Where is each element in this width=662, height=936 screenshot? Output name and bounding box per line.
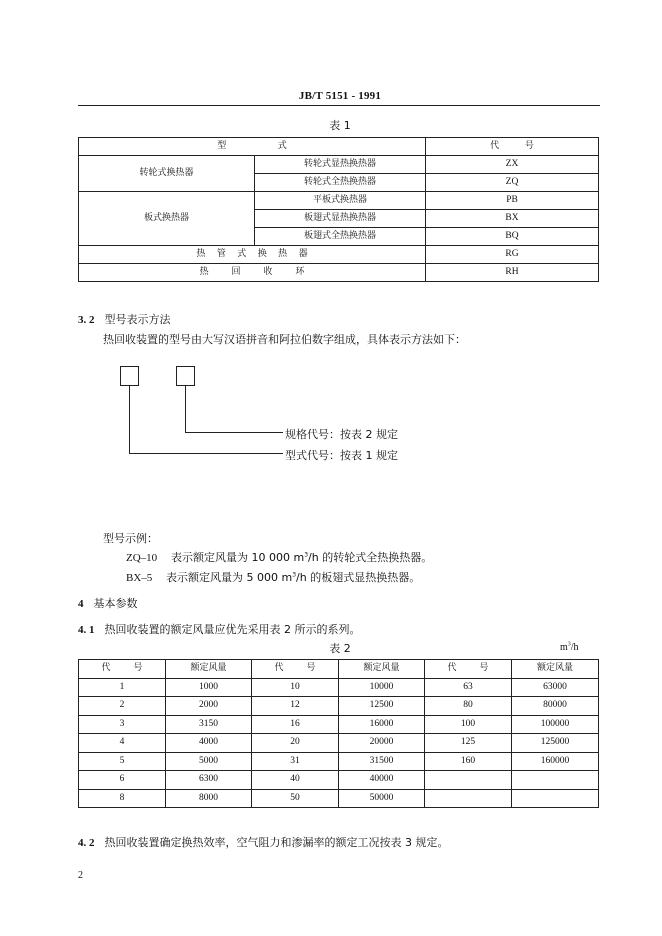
table2-cell: 16 <box>252 715 339 734</box>
table2-cell: 2 <box>79 697 166 716</box>
unit-suffix: /h <box>570 642 579 653</box>
table2-cell: 50000 <box>339 789 425 808</box>
table1-group-name: 转轮式换热器 <box>79 156 255 192</box>
table1-header-type: 型 式 <box>79 138 426 156</box>
table1-group-name: 板式换热器 <box>79 192 255 246</box>
table2-header-airflow: 额定风量 <box>339 660 425 679</box>
example-superscript: 3 <box>292 571 297 579</box>
table2-cell: 12500 <box>339 697 425 716</box>
table2-cell: 20000 <box>339 734 425 753</box>
table1-type-cell: 平板式换热器 <box>255 192 426 210</box>
table-row <box>79 789 599 808</box>
unit-base: m <box>560 642 568 653</box>
table-row <box>79 771 599 790</box>
table1-header-row <box>79 138 599 156</box>
table2-cell <box>425 789 512 808</box>
table2-cell: 4 <box>79 734 166 753</box>
section-4-2-paragraph <box>78 834 449 850</box>
table1-type-cell: 转轮式显热换热器 <box>255 156 426 174</box>
spec-code-box <box>176 366 195 386</box>
example-text-post: /h 的板翅式显热换热器。 <box>296 571 421 584</box>
table2-cell: 125000 <box>512 734 599 753</box>
table2-cell: 8 <box>79 789 166 808</box>
table2-header-airflow: 额定风量 <box>512 660 599 679</box>
table1-code-cell: ZX <box>426 156 599 174</box>
table1-code-cell: RH <box>426 264 599 282</box>
type-leader-vertical <box>129 385 130 454</box>
table2-cell: 100 <box>425 715 512 734</box>
table2-cell: 10 <box>252 678 339 697</box>
example-text-pre: 表示额定风量为 5 000 m <box>166 571 293 584</box>
table-row <box>79 697 599 716</box>
table-row <box>79 678 599 697</box>
table2-cell: 20 <box>252 734 339 753</box>
table2-cell: 63 <box>425 678 512 697</box>
table2-header-code: 代 号 <box>425 660 512 679</box>
table2-cell: 5 <box>79 752 166 771</box>
table2-cell: 31500 <box>339 752 425 771</box>
table2-cell: 40000 <box>339 771 425 790</box>
table2-cell <box>425 771 512 790</box>
table1-code-cell: PB <box>426 192 599 210</box>
type-code-box <box>120 366 139 386</box>
table-row <box>79 734 599 753</box>
table2-cell: 16000 <box>339 715 425 734</box>
section-title: 基本参数 <box>93 597 138 610</box>
table2-cell: 80000 <box>512 697 599 716</box>
table2-cell: 100000 <box>512 715 599 734</box>
section-number: 4. 2 <box>78 837 95 849</box>
table1-type-cell: 热 管 式 换 热 器 <box>79 246 426 264</box>
section-3-2-heading <box>78 311 171 327</box>
table2-cell: 40 <box>252 771 339 790</box>
section-4-heading <box>78 595 138 611</box>
table2-cell: 4000 <box>166 734 252 753</box>
table-row <box>79 752 599 771</box>
table1-code-cell: ZQ <box>426 174 599 192</box>
example-code: BX–5 <box>126 572 153 584</box>
spec-leader-vertical <box>185 385 186 433</box>
table2-cell: 12 <box>252 697 339 716</box>
table-row <box>79 192 599 210</box>
table2-cell: 2000 <box>166 697 252 716</box>
table1-header-code: 代 号 <box>426 138 599 156</box>
table2 <box>78 659 599 808</box>
table2-cell <box>512 789 599 808</box>
section-4-1-paragraph <box>78 621 361 637</box>
table2-cell: 125 <box>425 734 512 753</box>
type-code-label: 型式代号：按表 1 规定 <box>285 449 398 462</box>
table-row <box>79 715 599 734</box>
example-text-post: /h 的转轮式全热换热器。 <box>308 551 433 564</box>
example-text-pre: 表示额定风量为 10 000 m <box>171 551 305 564</box>
table1-type-cell: 转轮式全热换热器 <box>255 174 426 192</box>
table2-cell: 160000 <box>512 752 599 771</box>
example-line-2 <box>126 569 420 585</box>
table2-cell: 1000 <box>166 678 252 697</box>
table2-cell <box>512 771 599 790</box>
table2-cell: 8000 <box>166 789 252 808</box>
spec-code-label: 规格代号：按表 2 规定 <box>285 428 398 441</box>
spec-leader-horizontal <box>185 432 283 433</box>
table2-header-code: 代 号 <box>252 660 339 679</box>
table2-cell: 6300 <box>166 771 252 790</box>
table2-cell: 5000 <box>166 752 252 771</box>
example-code: ZQ–10 <box>126 552 158 564</box>
table2-cell: 63000 <box>512 678 599 697</box>
section-text: 热回收装置的额定风量应优先采用表 2 所示的系列。 <box>104 623 361 636</box>
example-title: 型号示例： <box>103 532 158 545</box>
table1-type-cell: 热 回 收 环 <box>79 264 426 282</box>
table1-code-cell: BX <box>426 210 599 228</box>
table-row <box>79 264 599 282</box>
unit-superscript: 3 <box>567 641 571 648</box>
section-number: 3. 2 <box>78 314 95 326</box>
table1 <box>78 137 599 282</box>
document-code: JB/T 5151 - 1991 <box>298 90 382 102</box>
table2-cell: 6 <box>79 771 166 790</box>
table-row <box>79 246 599 264</box>
section-text: 热回收装置确定换热效率，空气阻力和渗漏率的额定工况按表 3 规定。 <box>104 836 449 849</box>
table2-caption: 表 2 <box>329 642 351 655</box>
table1-type-cell: 板翅式全热换热器 <box>255 228 426 246</box>
table2-header-row <box>79 660 599 679</box>
example-line-1 <box>126 549 432 565</box>
table2-cell: 80 <box>425 697 512 716</box>
table2-cell: 1 <box>79 678 166 697</box>
example-superscript: 3 <box>304 551 309 559</box>
type-leader-horizontal <box>129 453 283 454</box>
section-title: 型号表示方法 <box>104 313 171 326</box>
table2-cell: 160 <box>425 752 512 771</box>
page-number: 2 <box>78 870 83 881</box>
table2-cell: 50 <box>252 789 339 808</box>
model-format-paragraph: 热回收装置的型号由大写汉语拼音和阿拉伯数字组成，具体表示方法如下： <box>103 333 466 346</box>
table2-cell: 31 <box>252 752 339 771</box>
table2-cell: 10000 <box>339 678 425 697</box>
section-number: 4 <box>78 598 84 610</box>
header-rule <box>78 105 600 106</box>
table2-header-airflow: 额定风量 <box>166 660 252 679</box>
table1-caption: 表 1 <box>329 119 351 132</box>
table2-cell: 3150 <box>166 715 252 734</box>
table1-code-cell: RG <box>426 246 599 264</box>
table1-type-cell: 板翅式显热换热器 <box>255 210 426 228</box>
table2-unit <box>560 642 579 653</box>
table-row <box>79 156 599 174</box>
table1-code-cell: BQ <box>426 228 599 246</box>
section-number: 4. 1 <box>78 624 95 636</box>
table2-header-code: 代 号 <box>79 660 166 679</box>
table2-cell: 3 <box>79 715 166 734</box>
